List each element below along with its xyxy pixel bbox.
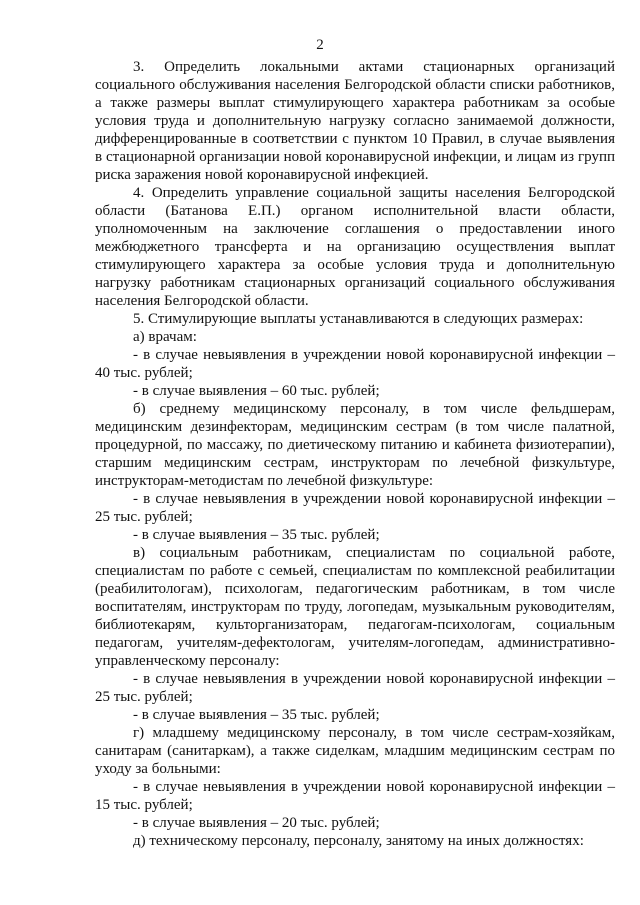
paragraph-item-3: 3. Определить локальными актами стационарных организаций социального обслуживания населения Белгородской области списки работников, а также размеры выплат стимулирующего характера работникам за особые условия труда и дополнительную нагрузку согласно занимаемой должности, дифференцированные в соответствии с пунктом 10 Правил, в случае выявления в стационарной организации новой коронавирусной инфекции, и лицам из групп риска заражения новой коронавирусной инфекцией. <box>95 59 615 183</box>
subitem-v-social-workers: в) социальным работникам, специалистам по социальной работе, специалистам по работе с семьей, специалистам по комплексной реабилитации (реабилитологам), психологам, педагогическим работникам, в том числе воспитателям, инструкторам по труду, логопедам, музыкальным руководителям, библиотекарям, культорганизаторам, педагогам-психологам, социальным педагогам, учителям-дефектологам, учителям-логопедам, административно-управленческому персоналу: <box>95 545 615 669</box>
bullet-detected-junior: - в случае выявления – 20 тыс. рублей; <box>133 815 380 831</box>
subitem-b-mid-medical-staff: б) среднему медицинскому персоналу, в том числе фельдшерам, медицинским дезинфекторам, медицинским сестрам (в том числе палатной, процедурной, по массажу, по диетическому питанию и кабинета физиотерапии), старшим медицинским сестрам, инструкторам по лечебной физкультуре, инструкторам-методистам по лечебной физкультуре: <box>95 401 615 489</box>
page-number: 2 <box>316 37 324 53</box>
subitem-a-doctors: а) врачам: <box>133 329 197 345</box>
subitem-g-junior-medical-staff: г) младшему медицинскому персоналу, в том числе сестрам-хозяйкам, санитарам (санитаркам), а также сиделкам, младшим медицинским сестрам по уходу за больными: <box>95 725 615 777</box>
subitem-d-technical-staff: д) техническому персоналу, персоналу, занятому на иных должностях: <box>133 833 584 849</box>
bullet-detected-mid-medical: - в случае выявления – 35 тыс. рублей; <box>133 527 380 543</box>
bullet-detected-social: - в случае выявления – 35 тыс. рублей; <box>133 707 380 723</box>
paragraph-item-5: 5. Стимулирующие выплаты устанавливаются в следующих размерах: <box>133 311 584 327</box>
bullet-not-detected-mid-medical: - в случае невыявления в учреждении новой коронавирусной инфекции – 25 тыс. рублей; <box>95 491 615 525</box>
bullet-not-detected-doctors: - в случае невыявления в учреждении новой коронавирусной инфекции – 40 тыс. рублей; <box>95 347 615 381</box>
document-body <box>95 58 615 850</box>
bullet-not-detected-social: - в случае невыявления в учреждении новой коронавирусной инфекции – 25 тыс. рублей; <box>95 671 615 705</box>
bullet-not-detected-junior: - в случае невыявления в учреждении новой коронавирусной инфекции – 15 тыс. рублей; <box>95 779 615 813</box>
paragraph-item-4: 4. Определить управление социальной защиты населения Белгородской области (Батанова Е.П.) органом исполнительной власти области, уполномоченным на заключение соглашения о предоставлении иного межбюджетного трансферта и на организацию осуществления выплат стимулирующего характера за особые условия труда и дополнительную нагрузку работникам стационарных организаций социального обслуживания населения Белгородской области. <box>95 185 615 309</box>
bullet-detected-doctors: - в случае выявления – 60 тыс. рублей; <box>133 383 380 399</box>
